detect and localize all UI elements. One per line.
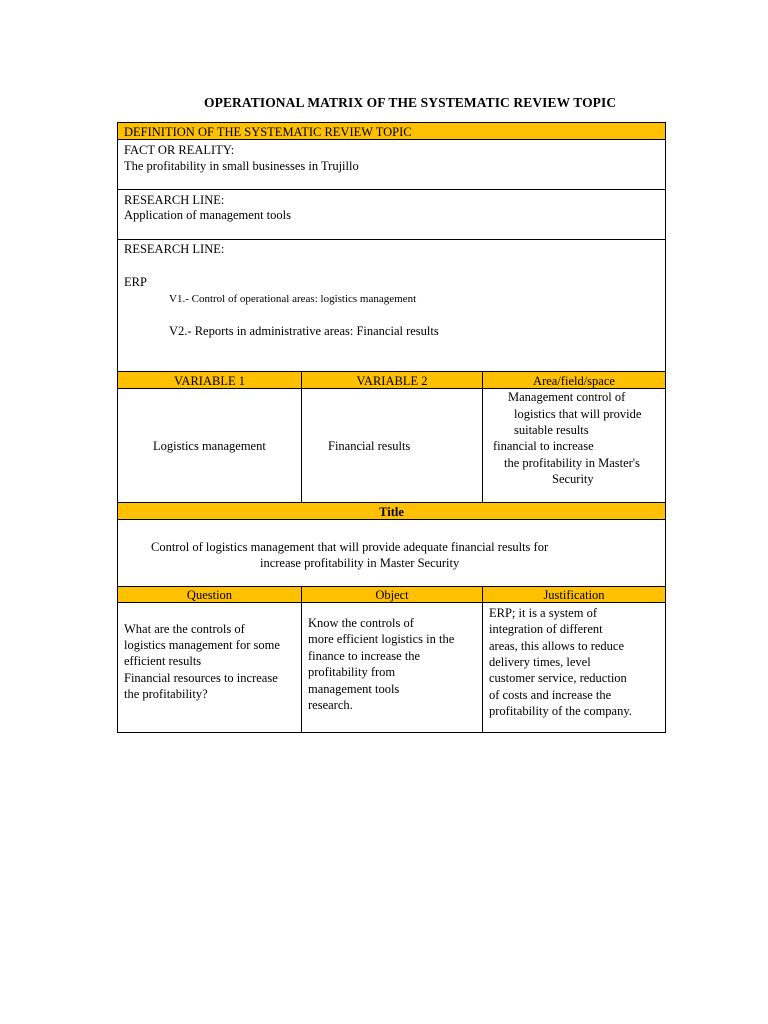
research-line-1-label: RESEARCH LINE: — [124, 193, 225, 207]
definition-header-text: DEFINITION OF THE SYSTEMATIC REVIEW TOPIC — [124, 125, 412, 139]
object-header — [301, 587, 482, 602]
justification-header-text: Justification — [543, 588, 605, 602]
variable-2-value: Financial results — [328, 439, 411, 453]
page-title: OPERATIONAL MATRIX OF THE SYSTEMATIC REVIEW TOPIC — [204, 95, 617, 110]
area-line: Management control of — [508, 390, 626, 404]
erp-label: ERP — [124, 275, 147, 289]
variable-1-header-text: VARIABLE 1 — [174, 374, 245, 388]
object-line: more efficient logistics in the — [308, 632, 455, 646]
question-line: logistics management for some — [124, 638, 280, 652]
justification-line: of costs and increase the — [489, 688, 612, 702]
title-line-1: Control of logistics management that will provide adequate financial results for — [151, 540, 549, 554]
area-line: financial to increase — [493, 439, 594, 453]
area-line: suitable results — [514, 423, 589, 437]
area-cell — [482, 389, 665, 502]
research-line-2-section — [117, 239, 666, 372]
justification-line: integration of different — [489, 622, 603, 636]
justification-line: delivery times, level — [489, 655, 591, 669]
fact-label: FACT OR REALITY: — [124, 143, 235, 157]
question-line: the profitability? — [124, 687, 208, 701]
title-header — [117, 502, 666, 520]
area-line: the profitability in Master's — [504, 456, 640, 470]
definition-header — [117, 122, 666, 140]
justification-line: profitability of the company. — [489, 704, 632, 718]
question-cell — [118, 603, 301, 732]
justification-line: customer service, reduction — [489, 671, 627, 685]
object-header-text: Object — [375, 588, 409, 602]
object-line: research. — [308, 698, 353, 712]
research-line-1-section — [117, 189, 666, 240]
question-line: efficient results — [124, 654, 202, 668]
object-line: management tools — [308, 682, 400, 696]
variable-2-header — [301, 372, 482, 388]
qoj-header-row — [117, 586, 666, 603]
question-header-text: Question — [186, 588, 233, 602]
title-line-2: increase profitability in Master Security — [260, 556, 460, 570]
variable-2-header-text: VARIABLE 2 — [356, 374, 428, 388]
variable-2-cell — [301, 389, 482, 502]
object-cell — [301, 603, 482, 732]
fact-text: The profitability in small businesses in Trujillo — [124, 159, 359, 173]
justification-cell — [482, 603, 665, 732]
title-header-text: Title — [379, 505, 404, 519]
justification-line: areas, this allows to reduce — [489, 639, 625, 653]
question-header — [118, 587, 301, 602]
area-line: Security — [552, 472, 594, 486]
variable-1-value: Logistics management — [153, 439, 266, 453]
question-line: Financial resources to increase — [124, 671, 278, 685]
variable-2-description: V2.- Reports in administrative areas: Financial results — [169, 324, 439, 338]
question-line: What are the controls of — [124, 622, 245, 636]
object-line: Know the controls of — [308, 616, 414, 630]
variable-1-header — [118, 372, 301, 388]
research-line-1-text: Application of management tools — [124, 208, 291, 222]
variables-values-row — [117, 388, 666, 503]
fact-section — [117, 139, 666, 190]
object-line: profitability from — [308, 665, 396, 679]
justification-line: ERP; it is a system of — [489, 606, 597, 620]
variables-header-row — [117, 371, 666, 389]
area-header — [482, 372, 665, 388]
variable-1-description: V1.- Control of operational areas: logistics management — [169, 293, 417, 305]
object-line: finance to increase the — [308, 649, 421, 663]
qoj-values-row — [117, 602, 666, 733]
research-line-2-label: RESEARCH LINE: — [124, 242, 225, 256]
variable-1-cell — [118, 389, 301, 502]
area-header-text: Area/field/space — [533, 374, 615, 388]
area-line: logistics that will provide — [514, 407, 642, 421]
title-content — [117, 519, 666, 587]
justification-header — [482, 587, 665, 602]
